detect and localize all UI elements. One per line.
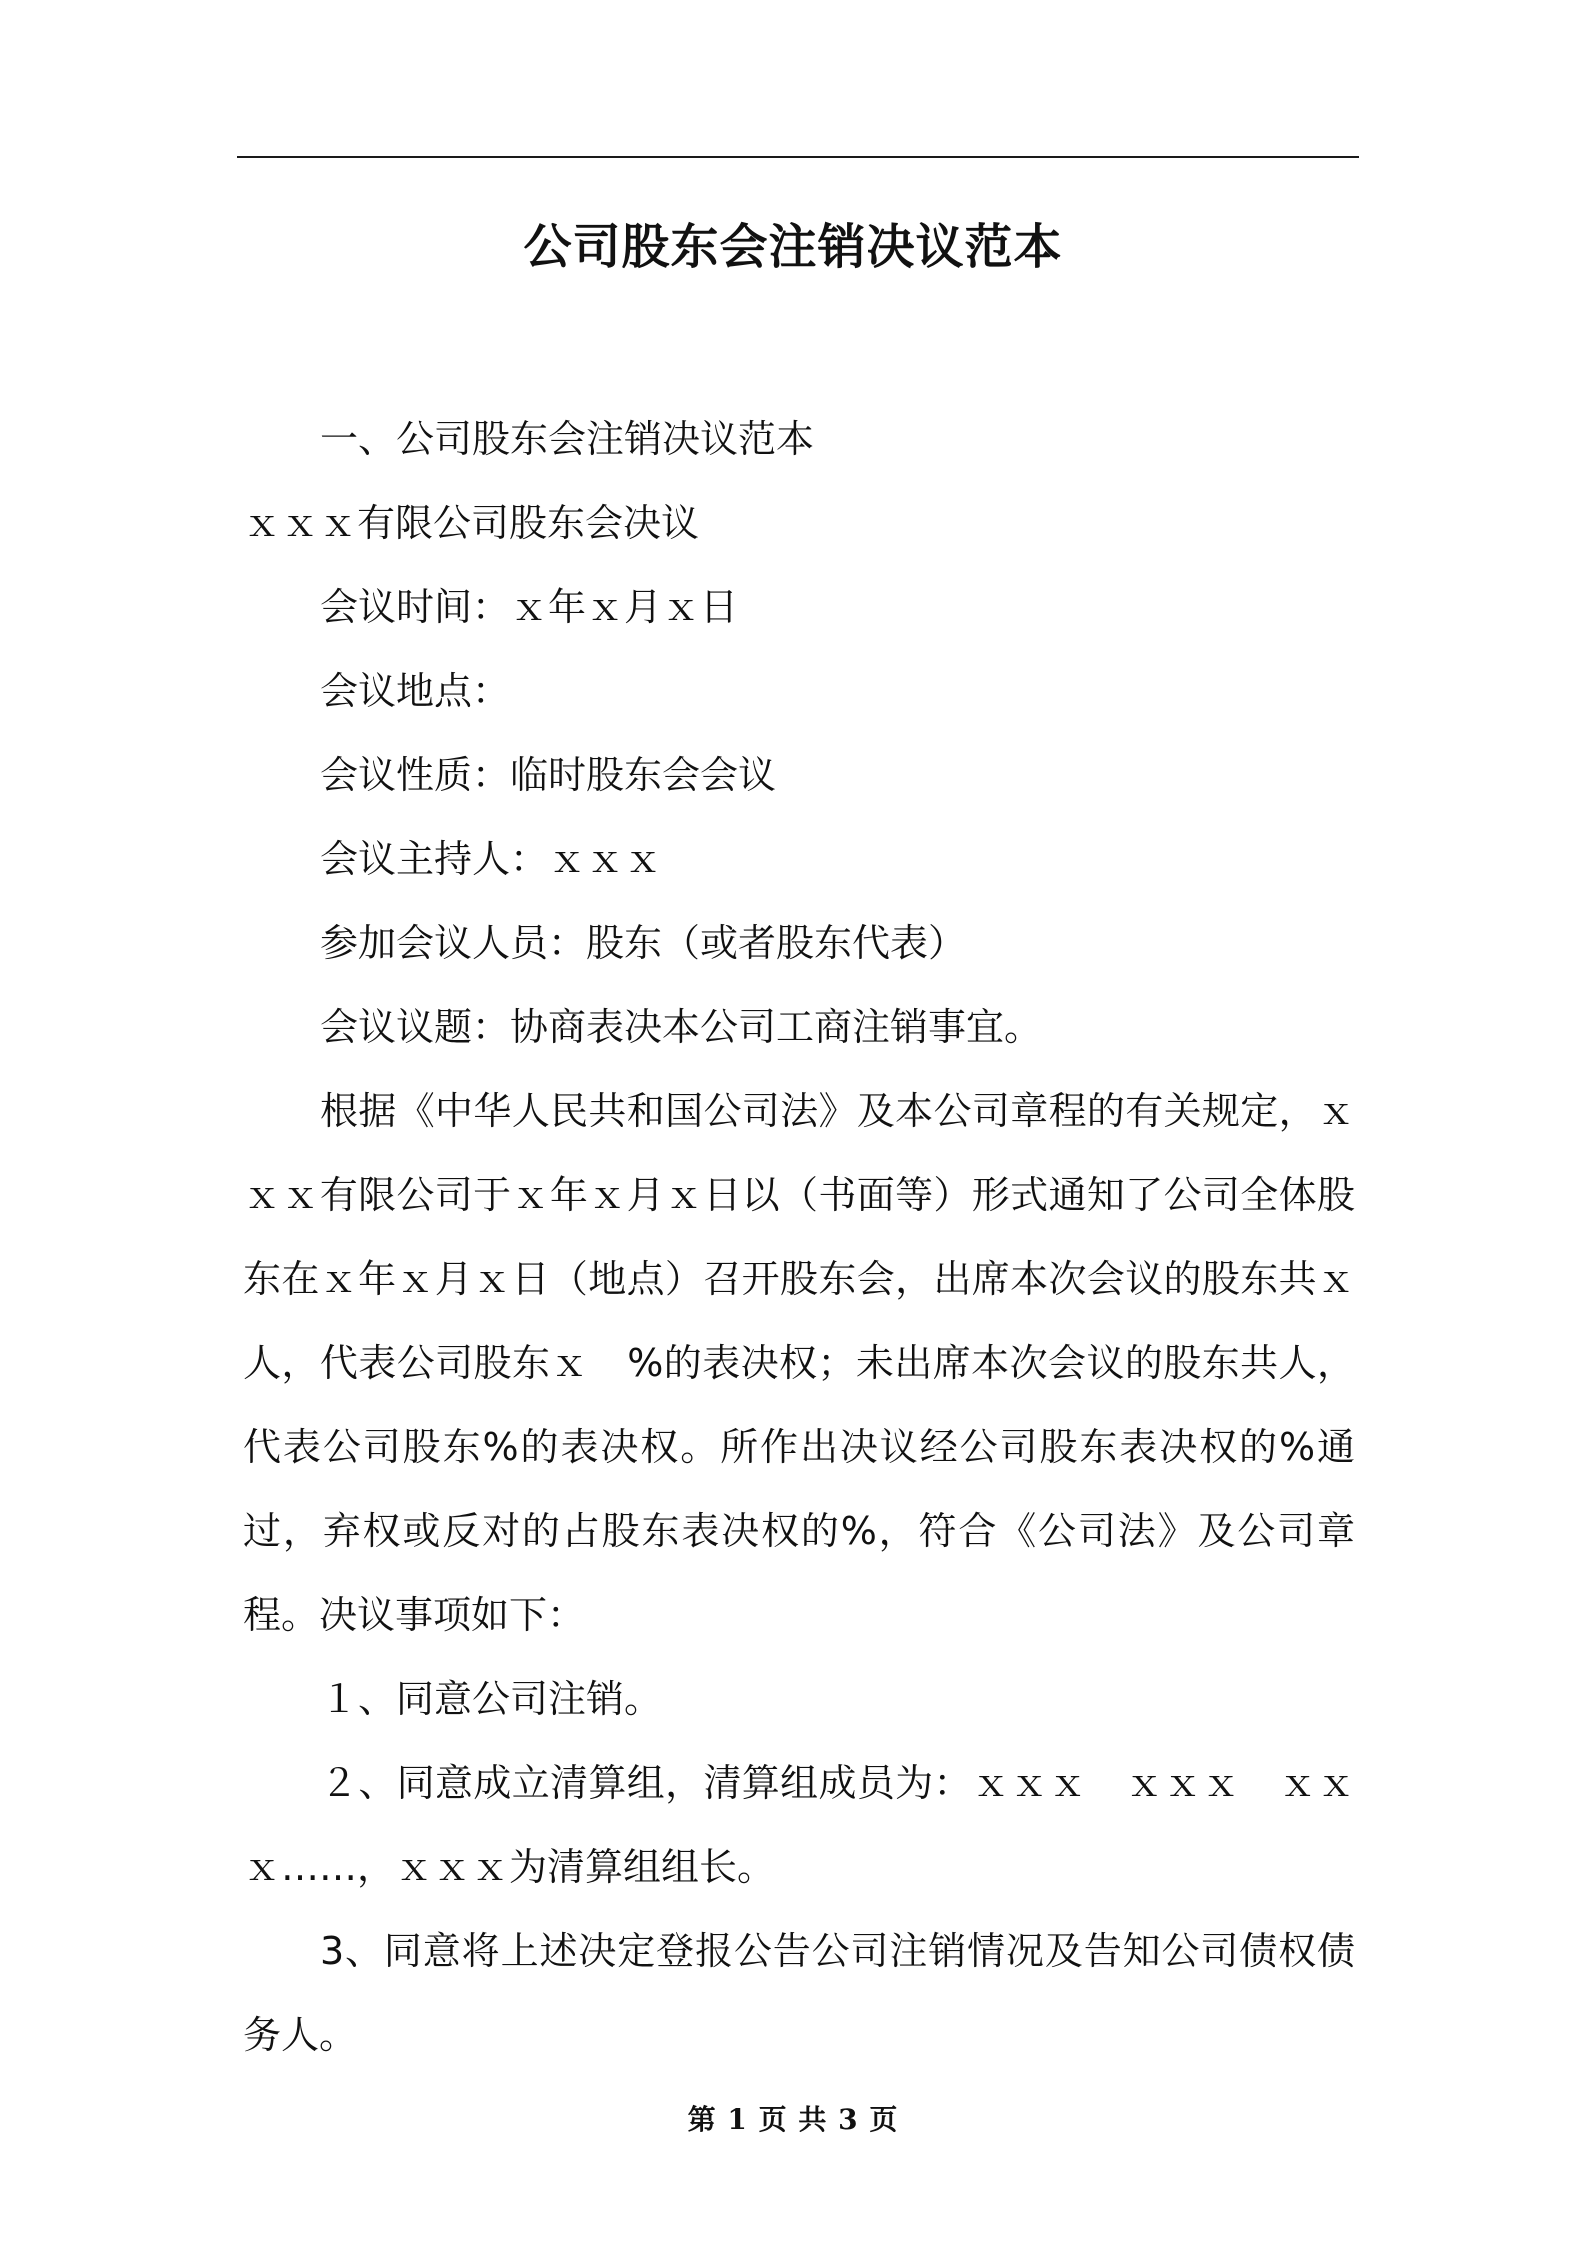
meeting-attendees: 参加会议人员：股东（或者股东代表） xyxy=(320,921,967,965)
meeting-topic: 会议议题：协商表决本公司工商注销事宜。 xyxy=(320,1005,1043,1049)
resolution-title: ｘｘｘ有限公司股东会决议 xyxy=(243,501,700,545)
meeting-time: 会议时间：ｘ年ｘ月ｘ日 xyxy=(320,585,739,629)
page-footer: 第 1 页 共 3 页 xyxy=(687,2103,899,2136)
section-heading: 一、公司股东会注销决议范本 xyxy=(320,417,815,461)
meeting-host: 会议主持人：ｘｘｘ xyxy=(320,837,663,881)
header-rule xyxy=(237,156,1359,158)
body-paragraph: 根据《中华人民共和国公司法》及本公司章程的有关规定，ｘｘｘ有限公司于ｘ年ｘ月ｘ日以（书面等）形式通知了公司全体股东在ｘ年ｘ月ｘ日（地点）召开股东会，出席本次会议的股东共ｘ人，代表公司股东ｘ %的表决权；未出席本次会议的股东共人，代表公司股东%的表决权。所作出决议经公司股东表决权的%通过，弃权或反对的占股东表决权的%，符合《公司法》及公司章程。决议事项如下： xyxy=(243,1089,1355,1637)
meeting-nature: 会议性质：临时股东会会议 xyxy=(320,753,777,797)
resolution-item-1: １、同意公司注销。 xyxy=(320,1677,663,1721)
resolution-item-3: 3、同意将上述决定登报公告公司注销情况及告知公司债权债务人。 xyxy=(243,1929,1355,2057)
meeting-place: 会议地点： xyxy=(320,669,511,713)
document-body xyxy=(243,397,1355,2077)
document-title: 公司股东会注销决议范本 xyxy=(523,219,1063,275)
resolution-item-2: ２、同意成立清算组，清算组成员为：ｘｘｘ ｘｘｘ ｘｘｘ……，ｘｘｘ为清算组组长。 xyxy=(243,1761,1355,1889)
